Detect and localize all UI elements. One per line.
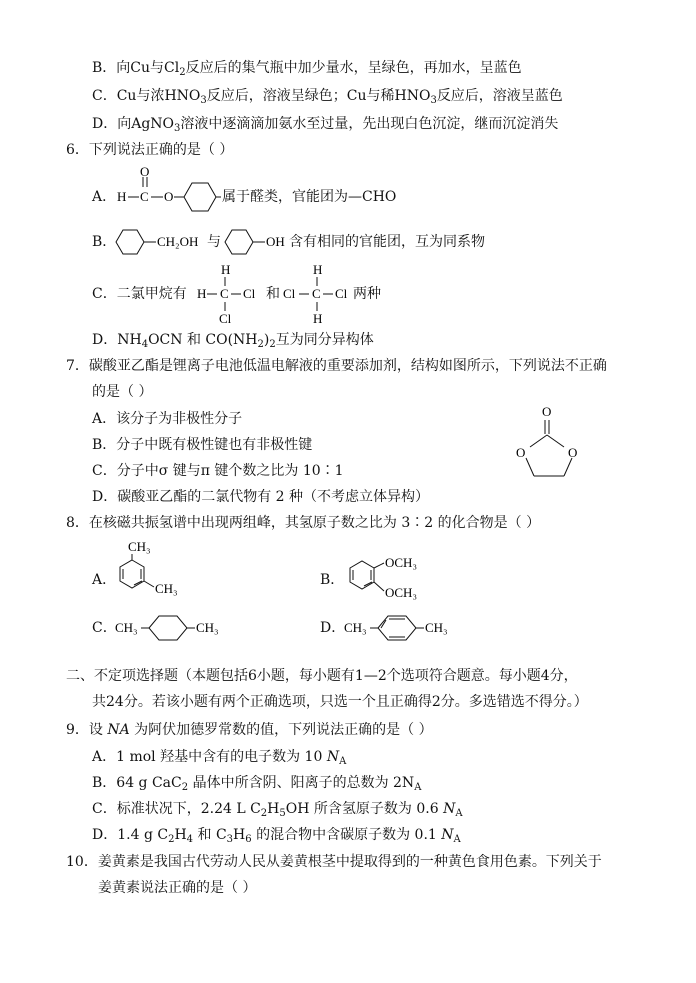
q5-option-c: C．Cu与浓$HNO_3$反应后，溶液呈绿色；Cu与稀$HNO_3$反应后，溶液呈蓝色 [92,88,563,106]
svg-text:H: H [197,286,207,301]
svg-text:O: O [516,445,526,460]
q9-stem: 9．设 NA 为阿伏加德罗常数的值，下列说法正确的是（ ） [66,722,433,738]
phenyl-formate-structure [115,165,223,213]
dichloromethane-structure-1 [195,262,265,328]
section2-heading-line1: 二、不定项选择题（本题包括6小题，每小题有1—2个选项符合题意。每小题4分， [66,668,578,684]
q9-option-b: B．64 g CaC$_2$ 晶体中所含阴、阳离子的总数为 $2N_A$ [92,775,422,793]
svg-text:Cl: Cl [335,286,348,301]
svg-text:CH₃: CH₃ [115,620,138,635]
svg-text:C: C [220,286,229,301]
q6-option-c-and: 和 [266,286,280,302]
ch2oh-group: CH₂OH [157,234,199,249]
q7-option-b: B．分子中既有极性键也有非极性键 [92,437,313,453]
atom-c: C [140,189,149,204]
phenol-structure [221,226,291,258]
q9-option-c: C．标准状况下，2.24 L $C_2H_5OH$ 所含氢原子数为 0.6 $N_A$ [92,801,463,819]
q10-stem-line2: 姜黄素说法正确的是（ ） [98,880,257,896]
q6-stem: 6．下列说法正确的是（ ） [66,142,234,158]
svg-text:CH₃: CH₃ [128,539,151,554]
q6-option-c-tail: 两种 [353,286,381,302]
svg-text:Cl: Cl [219,311,232,326]
dichloromethane-structure-2 [283,262,355,328]
p-xylene-structure [344,610,459,646]
q7-stem-line1: 7．碳酸亚乙酯是锂离子电池低温电解液的重要添加剂，结构如图所示，下列说法不正确 [66,358,607,374]
q10-stem-line1: 10．姜黄素是我国古代劳动人民从姜黄根茎中提取得到的一种黄色食用色素。下列关于 [66,854,602,870]
atom-h: H [117,189,127,204]
ethylene-carbonate-structure [510,402,590,482]
svg-text:Cl: Cl [243,286,256,301]
q8-option-b-label: B． [320,572,345,588]
q6-option-b-label: B． [92,234,117,250]
svg-text:H: H [313,311,323,326]
svg-text:OCH₃: OCH₃ [385,555,417,570]
m-xylene-structure [114,538,194,602]
svg-text:CH₃: CH₃ [196,620,219,635]
q9-option-a: A．1 mol 羟基中含有的电子数为 10 $N_A$ [92,749,347,767]
atom-o-ester: O [164,189,174,204]
q6-option-c-label: C．二氯甲烷有 [92,286,187,302]
q7-option-a: A．该分子为非极性分子 [92,411,243,427]
svg-text:H: H [313,262,323,277]
q9-option-d: D．1.4 g $C_2H_4$ 和 $C_3H_6$ 的混合物中含碳原子数为 0.1 $N_A$ [92,827,461,845]
q7-option-d: D．碳酸亚乙酯的二氯代物有 2 种（不考虑立体异构） [92,489,430,505]
q5-option-b: B．向Cu与$Cl_2$反应后的集气瓶中加少量水，呈绿色，再加水，呈蓝色 [92,60,522,78]
q6-option-b-text: 含有相同的官能团，互为同系物 [289,234,485,250]
svg-text:CH₃: CH₃ [344,620,367,635]
dimethylcyclohexane-structure [115,610,230,646]
q6-option-d: D．$NH_4OCN$ 和 $CO(NH_2)_2$互为同分异构体 [92,332,374,350]
q8-option-d-label: D． [320,620,346,636]
svg-text:C: C [312,286,321,301]
section2-heading-line2: 共24分。若该小题有两个正确选项，只选一个且正确得2分。多选错选不得分。） [92,694,588,710]
veratrole-structure [344,555,434,605]
svg-text:OCH₃: OCH₃ [385,585,417,600]
svg-text:CH₃: CH₃ [425,620,448,635]
svg-text:O: O [542,404,552,419]
q7-option-c: C．分子中σ 键与π 键个数之比为 10∶1 [92,463,344,479]
q8-stem: 8．在核磁共振氢谱中出现两组峰，其氢原子数之比为 3∶2 的化合物是（ ） [66,515,541,531]
svg-text:CH₃: CH₃ [155,581,178,596]
q8-option-c-label: C． [92,620,117,636]
q6-option-a-text: 属于醛类，官能团为—CHO [222,189,397,205]
oh-group: OH [266,234,285,249]
q6-option-b-with: 与 [207,234,221,250]
svg-text:Cl: Cl [283,286,296,301]
q7-stem-line2: 的是（ ） [92,384,153,400]
atom-o-carbonyl: O [140,165,150,179]
svg-text:H: H [221,262,231,277]
benzyl-alcohol-structure [112,226,222,258]
q5-option-d: D．向AgNO$_3$溶液中逐滴滴加氨水至过量，先出现白色沉淀，继而沉淀消失 [92,116,559,134]
q8-option-a-label: A． [92,572,117,588]
q6-option-a-label: A． [92,189,117,205]
svg-text:O: O [568,445,578,460]
